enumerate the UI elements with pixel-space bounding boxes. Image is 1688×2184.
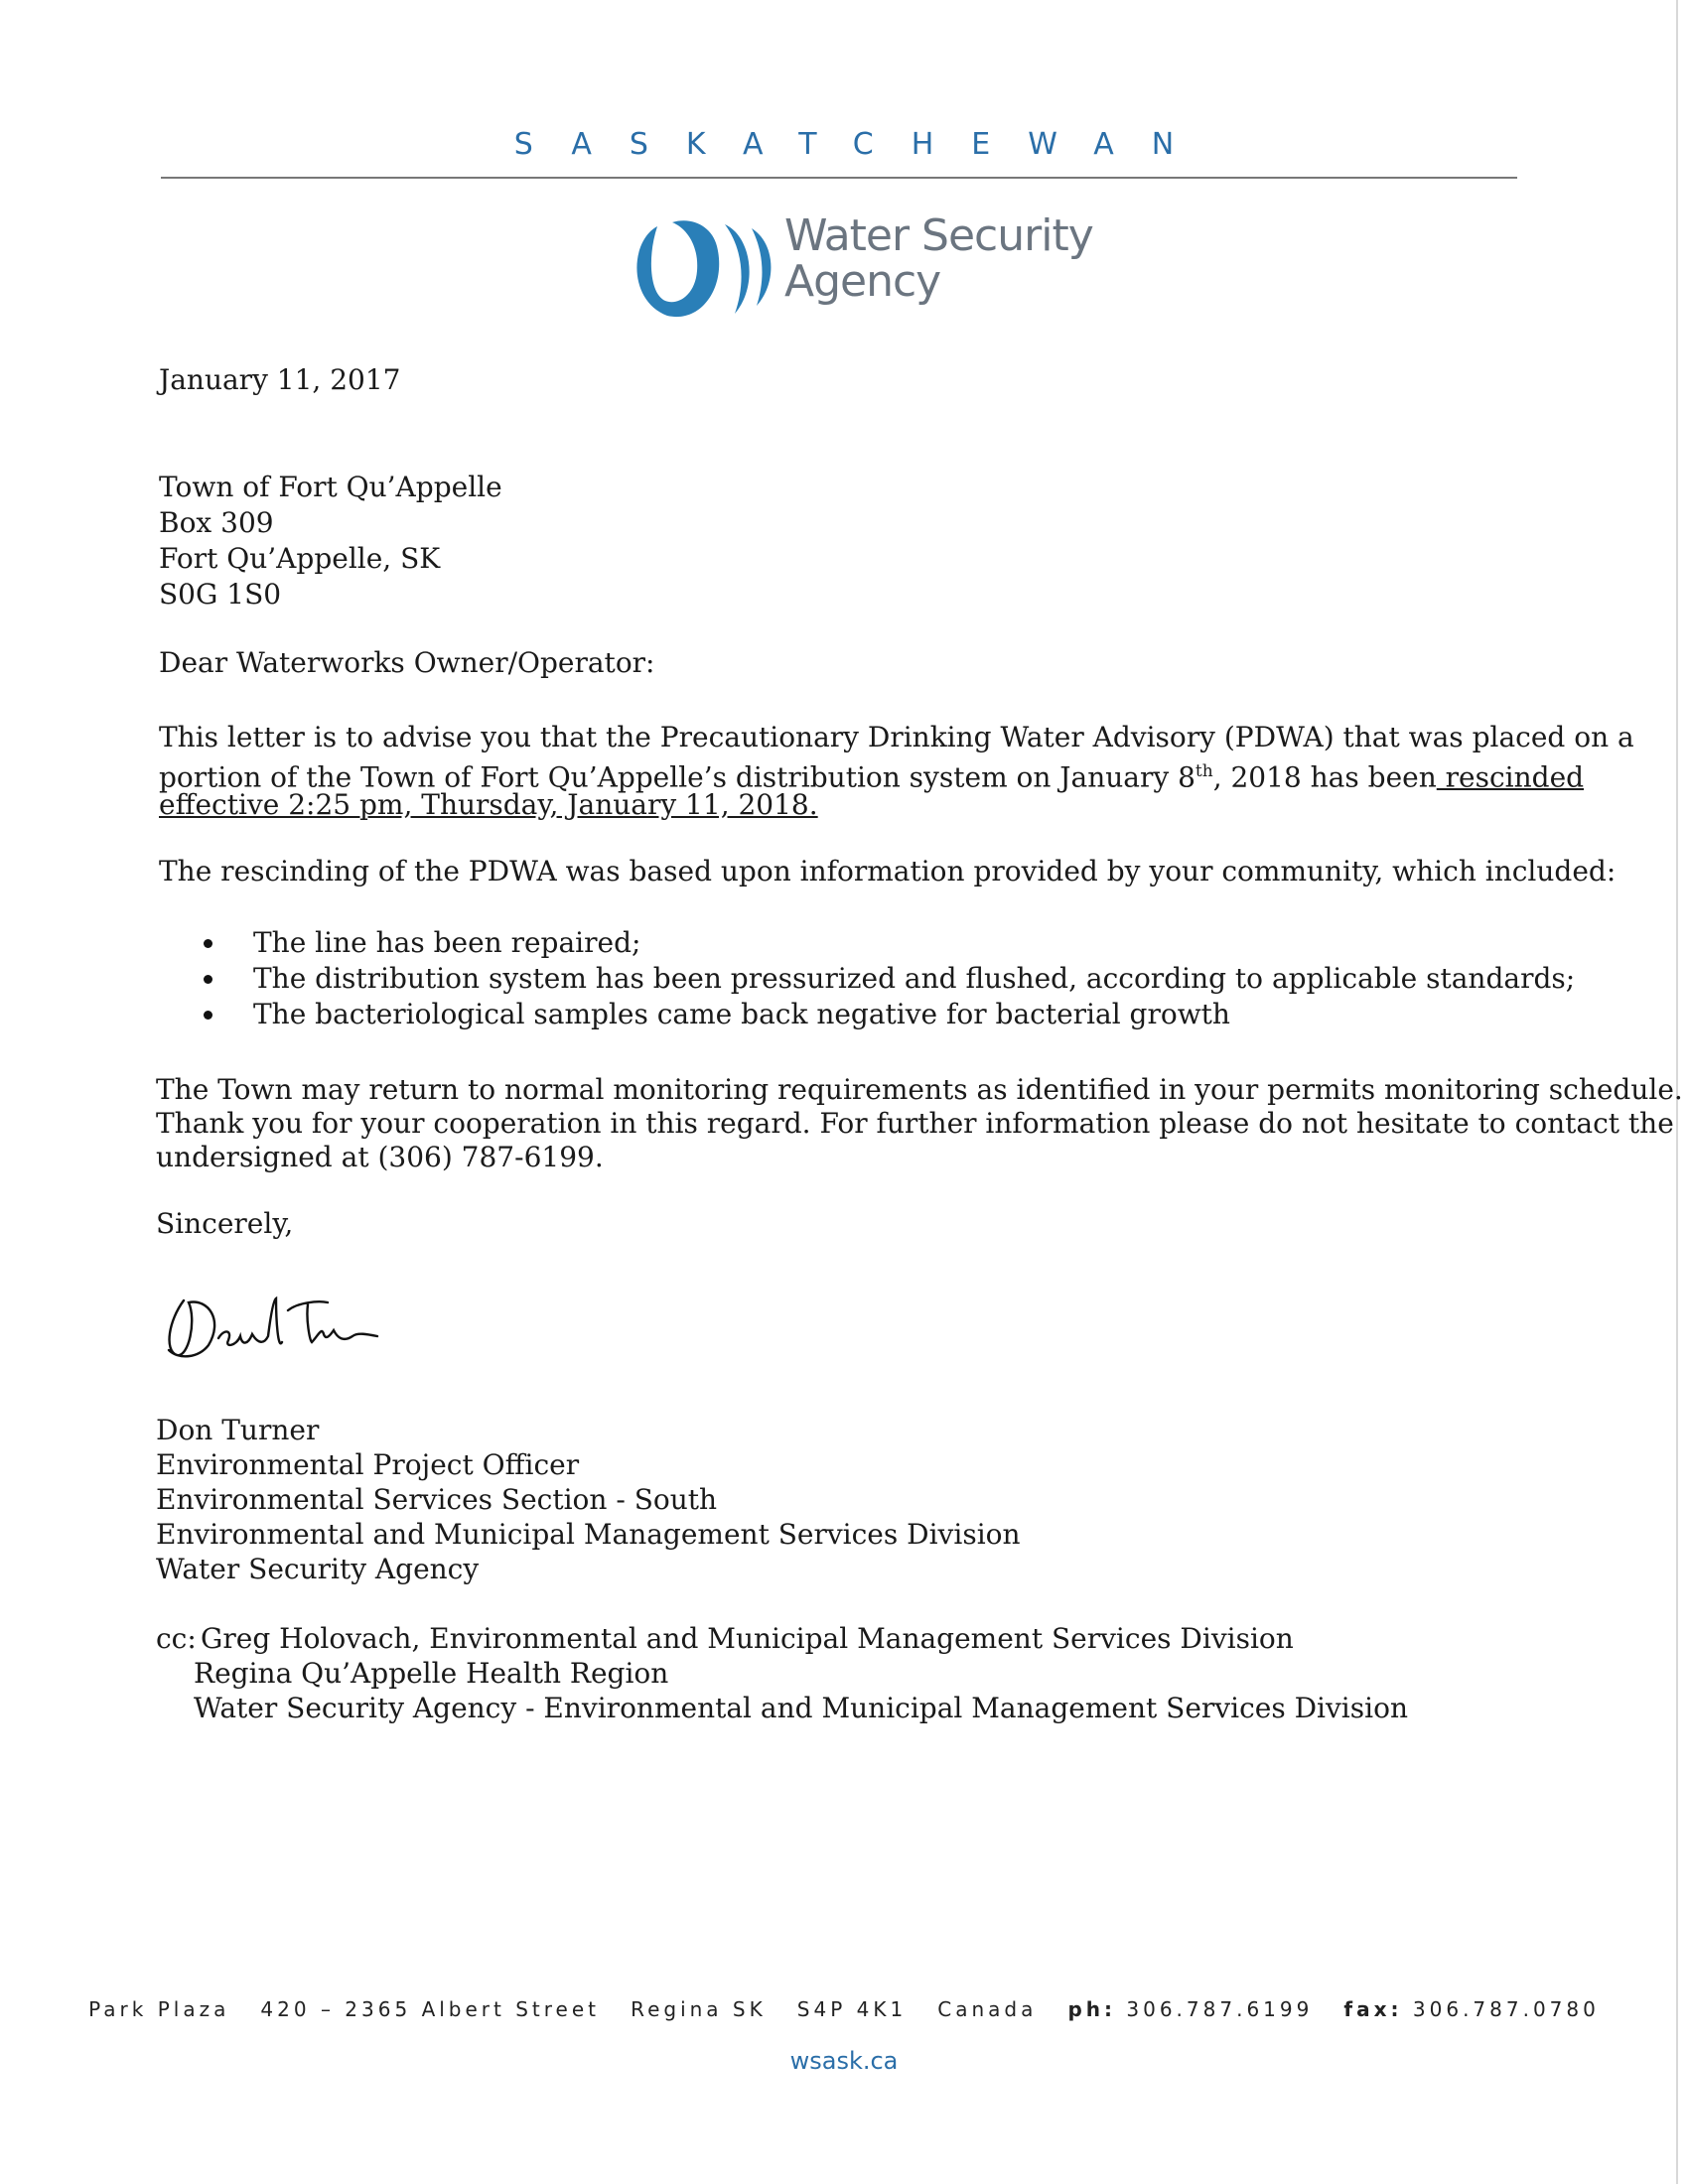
footer-website-link[interactable]: wsask.ca <box>789 2047 899 2075</box>
signatory-line: Water Security Agency <box>156 1553 480 1585</box>
footer-street: Park Plaza 420 – 2365 Albert Street Regina SK S4P 4K1 Canada <box>88 1997 1038 2021</box>
signature <box>159 1281 397 1370</box>
footer-fax: 306.787.0780 <box>1412 1997 1600 2021</box>
conditions-list <box>204 925 1575 1032</box>
province-heading: SASKATCHEWAN <box>513 127 1212 162</box>
signatory-line: Environmental Services Section - South <box>156 1483 718 1516</box>
letter-date: January 11, 2017 <box>159 363 401 396</box>
paragraph-line: The Town may return to normal monitoring requirements as identified in your permits monitoring schedule. <box>156 1073 1683 1106</box>
cc-line: Water Security Agency - Environmental and Municipal Management Services Division <box>194 1692 1408 1724</box>
paragraph-basis: The rescinding of the PDWA was based upon information provided by your community, which included: <box>159 855 1617 887</box>
effective-date-text: effective 2:25 pm, Thursday, January 11, 2018. <box>159 788 818 821</box>
header-rule <box>161 177 1517 179</box>
agency-wordmark-line1: Water Security <box>784 210 1093 261</box>
agency-wordmark-line2: Agency <box>784 256 941 307</box>
agency-wordmark <box>784 210 1093 307</box>
cc-line: Greg Holovach, Environmental and Municipal Management Services Division <box>201 1622 1294 1655</box>
signatory-line: Environmental Project Officer <box>156 1448 580 1481</box>
signatory-line: Environmental and Municipal Management Services Division <box>156 1518 1021 1551</box>
paragraph-text: , 2018 has been <box>1212 760 1437 794</box>
rescinded-text: rescinded <box>1436 760 1585 794</box>
footer-phone: 306.787.6199 <box>1126 1997 1314 2021</box>
list-item: The distribution system has been pressurized and flushed, according to applicable standards; <box>204 961 1575 997</box>
paragraph-line: undersigned at (306) 787-6199. <box>156 1141 604 1173</box>
address-line: Box 309 <box>159 506 274 539</box>
address-line: Town of Fort Qu’Appelle <box>159 471 502 503</box>
closing: Sincerely, <box>156 1207 294 1240</box>
address-line: Fort Qu’Appelle, SK <box>159 542 441 575</box>
footer-fax-label: fax: <box>1343 1997 1403 2021</box>
paragraph-line: Thank you for your cooperation in this regard. For further information please do not hesitate to contact the <box>156 1107 1674 1140</box>
signatory-name: Don Turner <box>156 1414 320 1446</box>
address-line: S0G 1S0 <box>159 578 282 611</box>
list-item: The bacteriological samples came back negative for bacterial growth <box>204 997 1575 1032</box>
cc-line: Regina Qu’Appelle Health Region <box>194 1657 669 1690</box>
list-item: The line has been repaired; <box>204 925 1575 961</box>
footer-ph-label: ph: <box>1067 1997 1117 2021</box>
paragraph-line: This letter is to advise you that the Precautionary Drinking Water Advisory (PDWA) that was placed on a <box>159 721 1634 753</box>
ordinal-suffix: th <box>1195 761 1213 781</box>
footer-address <box>0 1997 1688 2021</box>
cc-label: cc: <box>156 1622 197 1655</box>
paragraph-text: portion of the Town of Fort Qu’Appelle’s distribution system on January 8 <box>159 760 1196 794</box>
salutation: Dear Waterworks Owner/Operator: <box>159 646 655 679</box>
